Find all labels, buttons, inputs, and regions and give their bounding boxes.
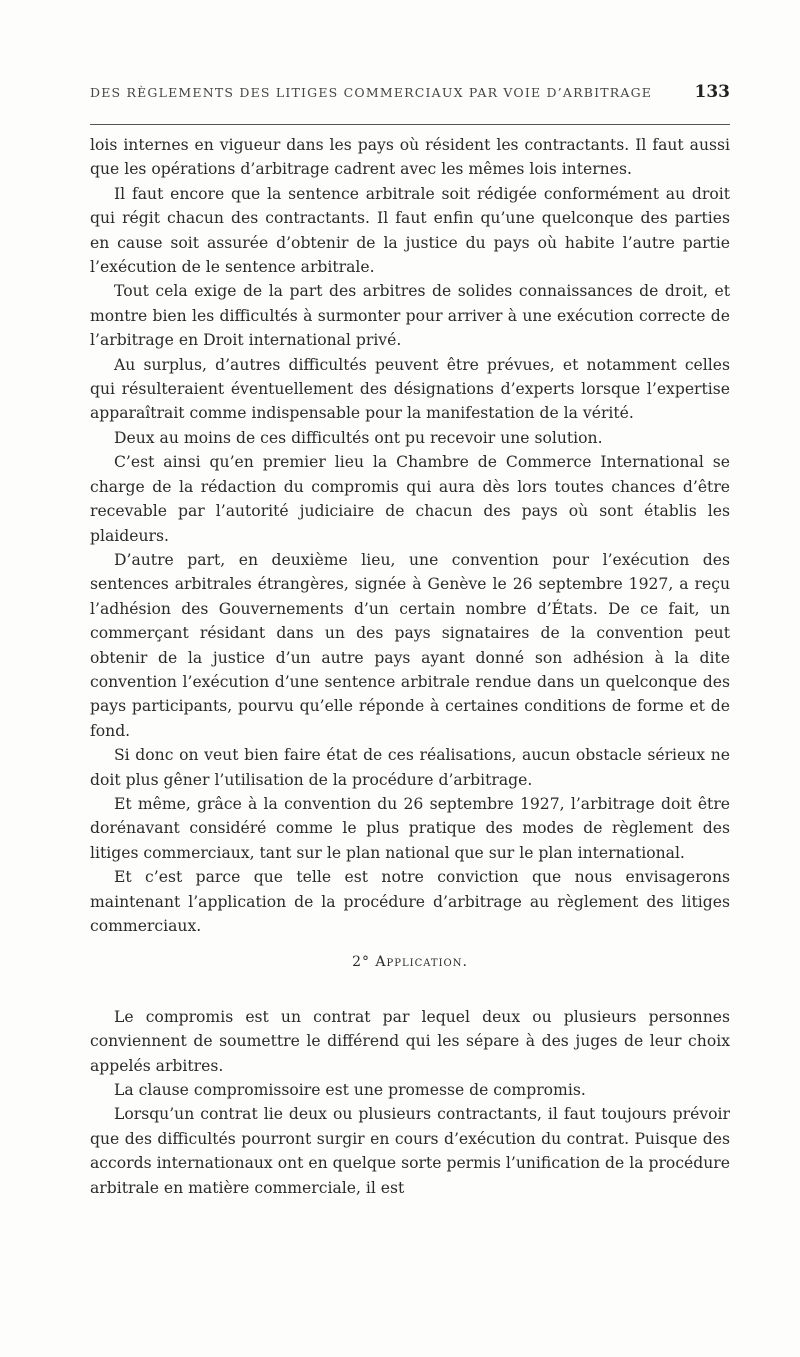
paragraph: Au surplus, d’autres difficultés peuvent être prévues, et notamment celles qui résulteraient éventuellement des désignations d’experts lorsque l’expertise apparaîtrait comme indispensable pour la manifestation de la vérité. <box>90 355 730 423</box>
header-rule <box>90 124 730 125</box>
running-header <box>90 82 730 102</box>
page-number: 133 <box>694 82 730 102</box>
paragraph: Si donc on veut bien faire état de ces réalisations, aucun obstacle sérieux ne doit plus gêner l’utilisation de la procédure d’arbitrage. <box>90 746 730 789</box>
paragraph: La clause compromissoire est une promesse de compromis. <box>114 1081 586 1100</box>
paragraph: Il faut encore que la sentence arbitrale soit rédigée conformément au droit qui régit chacun des contractants. Il faut enfin qu’une quelconque des parties en cause soit assurée d’obtenir de la justice du pays où habite l’autre partie l’exécution de le sentence arbitrale. <box>90 184 730 277</box>
paragraph: lois internes en vigueur dans les pays où résident les contractants. Il faut aussi que les opérations d’arbitrage cadrent avec les mêmes lois internes. <box>90 136 730 179</box>
body-text <box>90 133 730 1200</box>
paragraph: Le compromis est un contrat par lequel deux ou plusieurs personnes conviennent de soumettre le différend qui les sépare à des juges de leur choix appelés arbitres. <box>90 1007 730 1075</box>
section-heading: 2° Application. <box>352 954 468 971</box>
paragraph: Et même, grâce à la convention du 26 septembre 1927, l’arbitrage doit être dorénavant considéré comme le plus pratique des modes de règlement des litiges commerciaux, tant sur le plan national que sur le plan international. <box>90 794 730 862</box>
paragraph: Et c’est parce que telle est notre conviction que nous envisagerons maintenant l’application de la procédure d’arbitrage au règlement des litiges commerciaux. <box>90 868 730 935</box>
page <box>90 82 730 1200</box>
paragraph: Tout cela exige de la part des arbitres de solides connaissances de droit, et montre bien les difficultés à surmonter pour arriver à une exécution correcte de l’arbitrage en Droit international privé. <box>90 282 730 350</box>
paragraph: C’est ainsi qu’en premier lieu la Chambre de Commerce International se charge de la rédaction du compromis qui aura dès lors toutes chances d’être recevable par l’autorité judiciaire de chacun des pays où sont établis les plaideurs. <box>90 453 730 545</box>
paragraph: Deux au moins de ces difficultés ont pu recevoir une solution. <box>114 428 603 447</box>
paragraph: D’autre part, en deuxième lieu, une convention pour l’exécution des sentences arbitrales étrangères, signée à Genève le 26 septembre 1927, a reçu l’adhésion des Gouvernements d’un certain nombre d’États. De ce fait, un commerçant résidant dans un des pays signataires de la convention peut obtenir de la justice d’un autre pays ayant donné son adhésion à la dite convention l’exécution d’une sentence arbitrale rendue dans un quelconque des pays participants, pourvu qu’elle réponde à certaines conditions de forme et de fond. <box>90 550 730 740</box>
paragraph: Lorsqu’un contrat lie deux ou plusieurs contractants, il faut toujours prévoir que des difficultés pourront surgir en cours d’exécution du contrat. Puisque des accords internationaux ont en quelque sorte permis l’unification de la procédure arbitrale en matière commerciale, il est <box>90 1105 730 1197</box>
running-title: DES RÈGLEMENTS DES LITIGES COMMERCIAUX PAR VOIE D’ARBITRAGE <box>90 85 653 100</box>
